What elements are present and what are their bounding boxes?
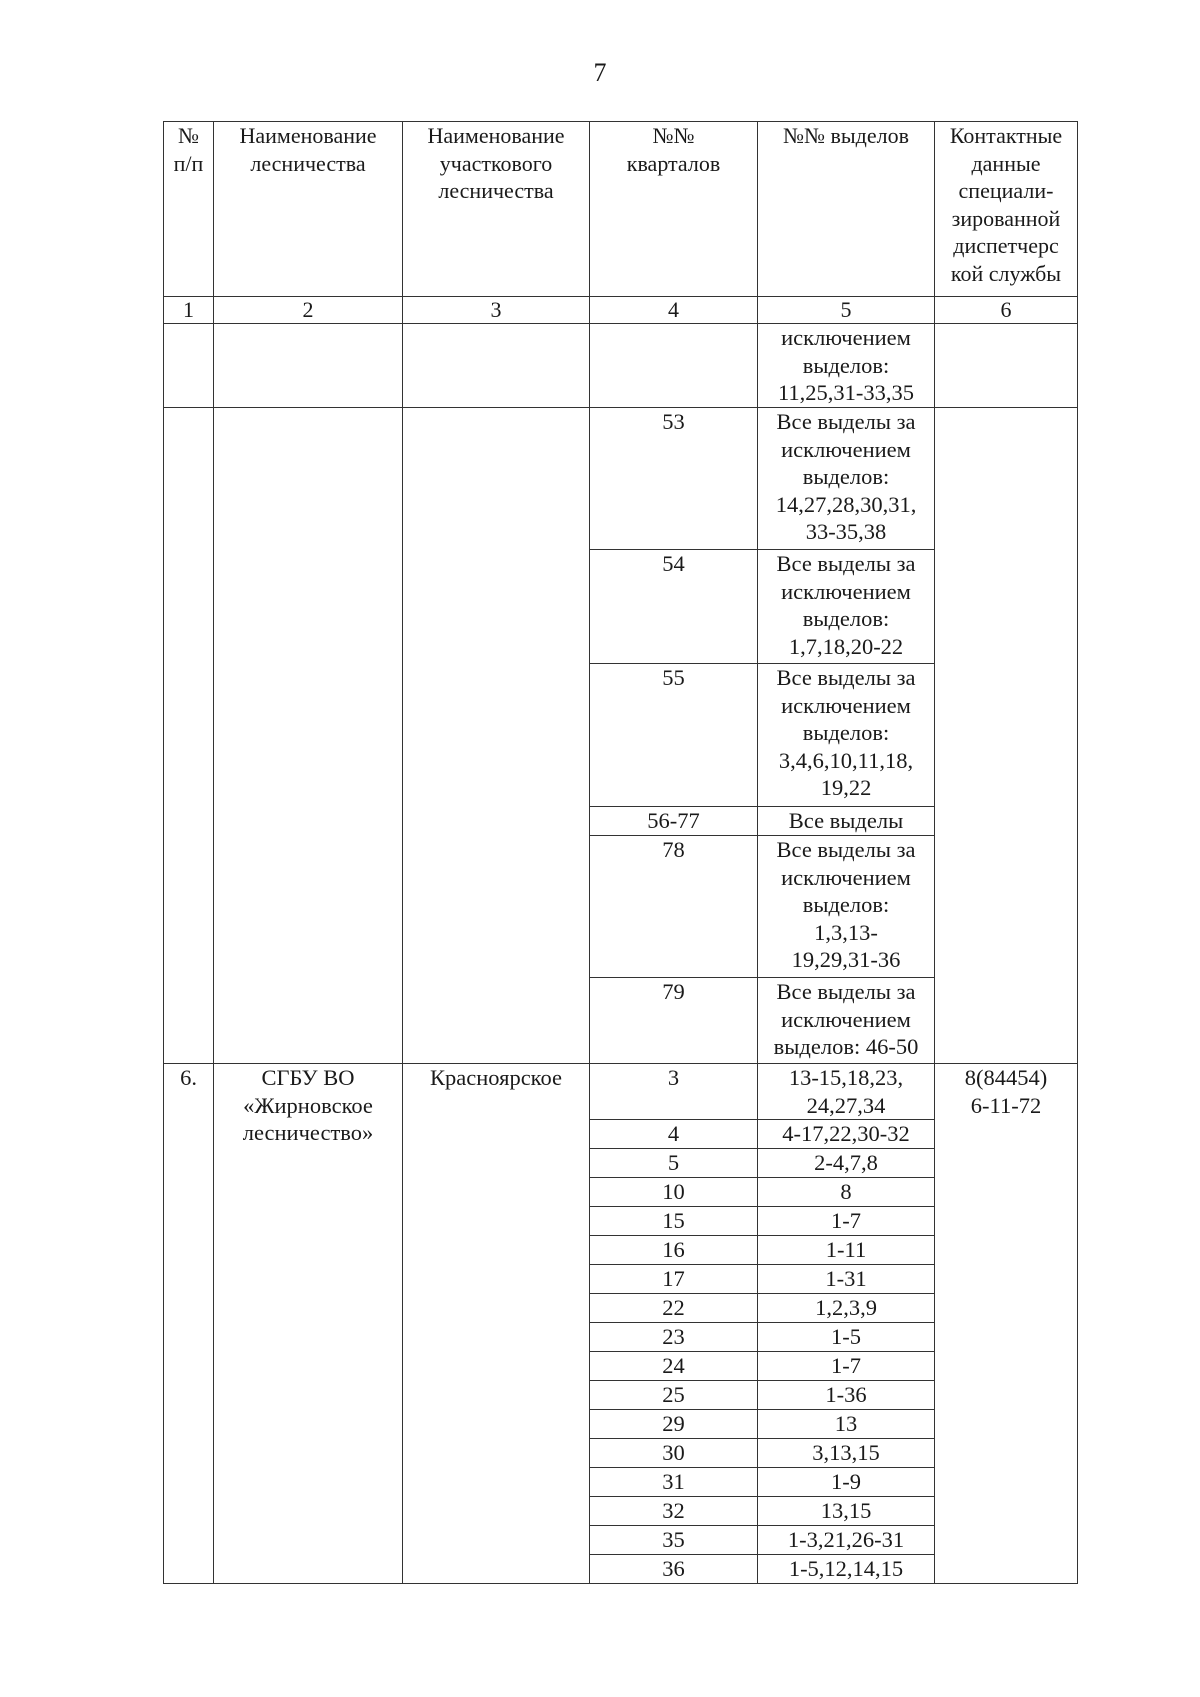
- cell-vydely: 8: [758, 1178, 935, 1207]
- cell-vydely: 1-5,12,14,15: [758, 1555, 935, 1584]
- cell-vydely: 4-17,22,30-32: [758, 1120, 935, 1149]
- cell-vydely: 1,2,3,9: [758, 1294, 935, 1323]
- cell-kvartal: 16: [590, 1236, 758, 1265]
- cell-kvartal: 32: [590, 1497, 758, 1526]
- column-number: 4: [590, 297, 758, 324]
- cell-empty: [590, 324, 758, 408]
- header-contacts: Контактные данные специали- зированной диспетчерс кой службы: [935, 122, 1078, 297]
- cell-vydely: 13: [758, 1410, 935, 1439]
- cell-vydely: Все выделы за исключением выделов: 46-50: [758, 978, 935, 1064]
- cell-vydely: 13-15,18,23, 24,27,34: [758, 1064, 935, 1120]
- cell-kvartal: 29: [590, 1410, 758, 1439]
- header-uchastkovoe: Наименование участкового лесничества: [403, 122, 590, 297]
- cell-vydely: 1-9: [758, 1468, 935, 1497]
- cell-vydely: 2-4,7,8: [758, 1149, 935, 1178]
- forestry-table: [163, 121, 1078, 1584]
- cell-vydely: Все выделы за исключением выделов: 1,7,18,20-22: [758, 550, 935, 664]
- column-number: 5: [758, 297, 935, 324]
- cell-kvartal: 23: [590, 1323, 758, 1352]
- cell-contacts: 8(84454) 6-11-72: [935, 1064, 1078, 1584]
- cell-empty: [164, 408, 214, 1064]
- cell-empty: [214, 408, 403, 1064]
- cell-kvartal: 31: [590, 1468, 758, 1497]
- cell-kvartal: 5: [590, 1149, 758, 1178]
- cell-vydely: исключением выделов: 11,25,31-33,35: [758, 324, 935, 408]
- cell-number: 6.: [164, 1064, 214, 1584]
- cell-vydely: 1-36: [758, 1381, 935, 1410]
- cell-kvartal: 36: [590, 1555, 758, 1584]
- page-number: 7: [593, 58, 607, 87]
- header-lesnichestvo: Наименование лесничества: [214, 122, 403, 297]
- cell-kvartal: 22: [590, 1294, 758, 1323]
- cell-vydely: 3,13,15: [758, 1439, 935, 1468]
- column-numbers-row: [164, 297, 1078, 324]
- cell-uchastkovoe: Красноярское: [403, 1064, 590, 1584]
- cell-kvartal: 15: [590, 1207, 758, 1236]
- cell-vydely: Все выделы за исключением выделов: 1,3,13- 19,29,31-36: [758, 836, 935, 978]
- cell-empty: [214, 324, 403, 408]
- cell-kvartal: 55: [590, 664, 758, 807]
- cell-vydely: Все выделы за исключением выделов: 3,4,6,10,11,18, 19,22: [758, 664, 935, 807]
- cell-kvartal: 10: [590, 1178, 758, 1207]
- cell-empty: [935, 408, 1078, 1064]
- cell-kvartal: 17: [590, 1265, 758, 1294]
- table-row: [164, 1064, 1078, 1120]
- cell-vydely: 1-3,21,26-31: [758, 1526, 935, 1555]
- cell-vydely: Все выделы за исключением выделов: 14,27,28,30,31, 33-35,38: [758, 408, 935, 550]
- column-number: 6: [935, 297, 1078, 324]
- cell-kvartal: 79: [590, 978, 758, 1064]
- cell-kvartal: 35: [590, 1526, 758, 1555]
- cell-kvartal: 4: [590, 1120, 758, 1149]
- table-row: [164, 324, 1078, 408]
- table-header-row: [164, 122, 1078, 297]
- cell-vydely: 1-7: [758, 1352, 935, 1381]
- header-vydely: №№ выделов: [758, 122, 935, 297]
- column-number: 1: [164, 297, 214, 324]
- cell-vydely: 13,15: [758, 1497, 935, 1526]
- cell-lesnichestvo: СГБУ ВО «Жирновское лесничество»: [214, 1064, 403, 1584]
- cell-kvartal: 24: [590, 1352, 758, 1381]
- cell-kvartal: 78: [590, 836, 758, 978]
- cell-kvartal: 54: [590, 550, 758, 664]
- cell-kvartal: 3: [590, 1064, 758, 1120]
- cell-kvartal: 25: [590, 1381, 758, 1410]
- cell-kvartal: 30: [590, 1439, 758, 1468]
- cell-empty: [935, 324, 1078, 408]
- header-number: № п/п: [164, 122, 214, 297]
- cell-empty: [403, 408, 590, 1064]
- column-number: 3: [403, 297, 590, 324]
- cell-empty: [403, 324, 590, 408]
- cell-kvartal: 53: [590, 408, 758, 550]
- cell-vydely: 1-7: [758, 1207, 935, 1236]
- header-kvartaly: №№ кварталов: [590, 122, 758, 297]
- column-number: 2: [214, 297, 403, 324]
- cell-vydely: 1-5: [758, 1323, 935, 1352]
- cell-kvartal: 56-77: [590, 807, 758, 836]
- cell-empty: [164, 324, 214, 408]
- cell-vydely: 1-11: [758, 1236, 935, 1265]
- table-row: [164, 408, 1078, 550]
- cell-vydely: Все выделы: [758, 807, 935, 836]
- cell-vydely: 1-31: [758, 1265, 935, 1294]
